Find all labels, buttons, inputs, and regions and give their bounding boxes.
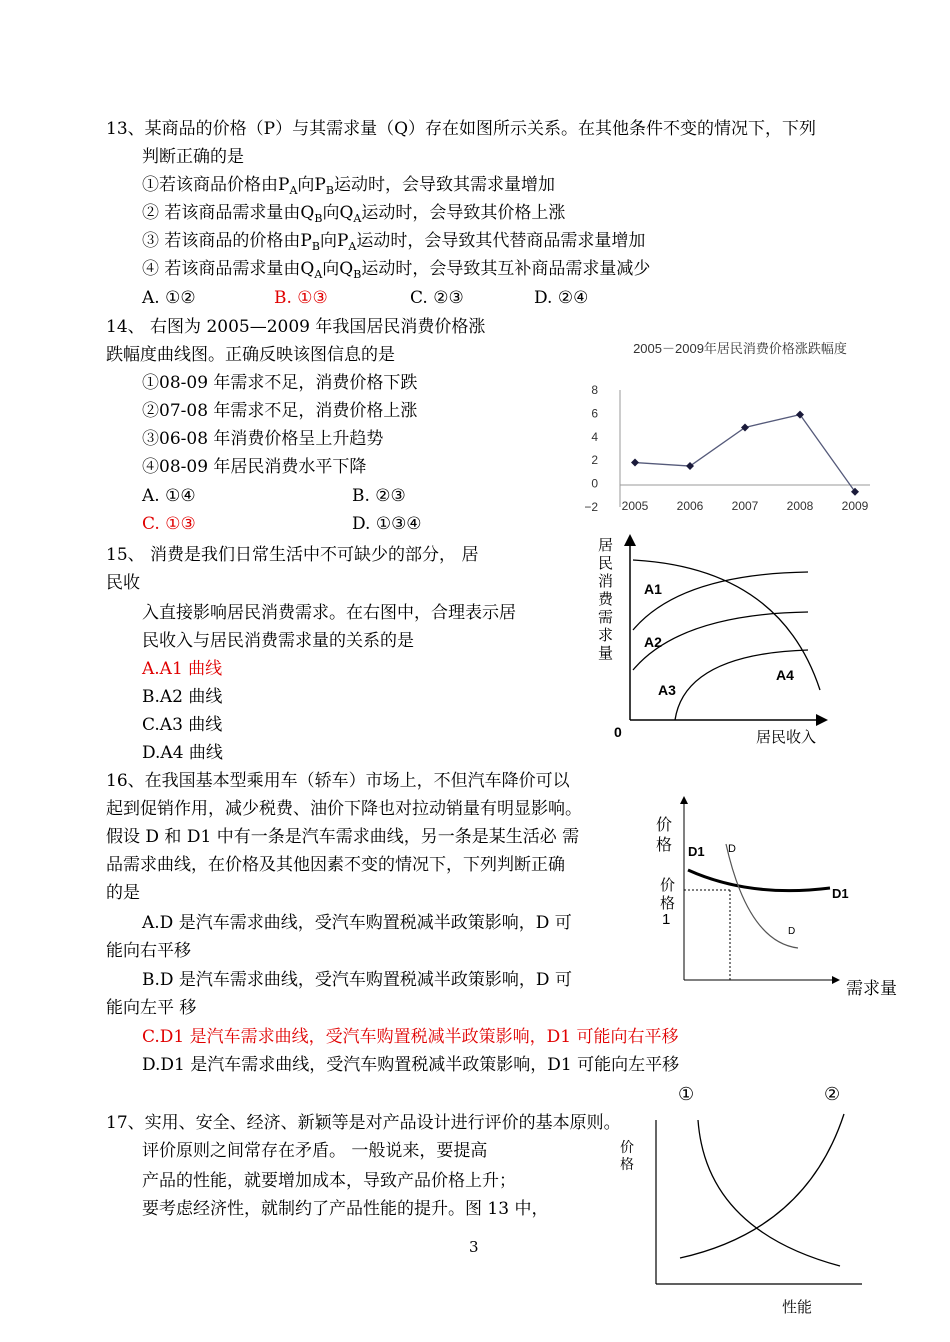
q14-stem-line2: 跌幅度曲线图。正确反映该图信息的是 <box>106 345 395 365</box>
fig15-y-label <box>598 537 614 662</box>
q14-stem-line1: 14、 右图为 2005—2009 年我国居民消费价格涨 <box>106 317 486 337</box>
fig16-y-label-2: 格 <box>656 837 673 854</box>
chart-y-tick-label: 8 <box>591 383 598 397</box>
svg-text:需: 需 <box>598 609 614 626</box>
q14-option-b: B. ②③ <box>352 486 406 506</box>
q15-stem-line2: 民收 <box>106 573 140 593</box>
q15-stem-line4: 民收入与居民消费需求量的关系的是 <box>142 631 414 651</box>
chart-x-tick-label: 2009 <box>841 499 869 513</box>
chart-y-tick-label: −2 <box>584 500 598 514</box>
chart-y-tick-label: 4 <box>591 429 598 444</box>
svg-text:居: 居 <box>598 537 614 554</box>
fig16-y-label-1: 价 <box>656 817 673 834</box>
chart-data-point <box>796 411 804 419</box>
fig15-x-label: 居民收入 <box>756 729 817 746</box>
q13-option-c: C. ②③ <box>410 288 464 308</box>
q13-option-b: B. ①③ <box>274 288 328 308</box>
q13-statement-2: ② 若该商品需求量由$Q_B$向$Q_A$运动时，会导致其价格上涨 <box>142 203 566 225</box>
q17-stem-line4: 要考虑经济性，就制约了产品性能的提升。图 13 中， <box>142 1199 549 1219</box>
chart-data-point <box>686 462 694 470</box>
fig15-origin: 0 <box>614 724 622 740</box>
chart-y-tick-label: 2 <box>591 453 598 468</box>
chart-y-tick-label: 0 <box>591 476 598 491</box>
q13-statement-4: ④ 若该商品需求量由$Q_A$向$Q_B$运动时，会导致其互补商品需求量减少 <box>142 259 651 281</box>
q13-statement-1: ①若该商品价格由$P_A$向$P_B$运动时，会导致其需求量增加 <box>142 175 555 197</box>
q14-statement-1: ①08-09 年需求不足，消费价格下跌 <box>142 373 418 393</box>
q17-stem-line1: 17、实用、安全、经济、新颖等是对产品设计进行评价的基本原则。 <box>106 1113 621 1133</box>
svg-text:消: 消 <box>598 573 614 590</box>
q15-option-b: B.A2 曲线 <box>142 687 223 707</box>
curve-1 <box>698 1120 840 1266</box>
chart-x-tick-label: 2005 <box>621 499 649 513</box>
q16-option-b-line2: 能向左平 移 <box>106 998 197 1018</box>
q14-option-d: D. ①③④ <box>352 514 422 534</box>
q14-statement-4: ④08-09 年居民消费水平下降 <box>142 457 367 477</box>
fig16-label-d-right: D <box>788 926 796 937</box>
label-a2: A2 <box>644 634 662 650</box>
q15-option-a: A.A1 曲线 <box>142 659 223 679</box>
fig16-label-d1: D1 <box>688 844 705 859</box>
svg-text:费: 费 <box>598 591 614 608</box>
q13-stem-line1: 13、某商品的价格（P）与其需求量（Q）存在如图所示关系。在其他条件不变的情况下，下列 <box>106 119 817 139</box>
fig16-label-d: D <box>728 843 736 855</box>
q17-stem-line3: 产品的性能，就要增加成本，导致产品价格上升； <box>142 1171 516 1191</box>
fig16-label-d1-right: D1 <box>832 886 849 901</box>
page-number: 3 <box>469 1238 479 1256</box>
fig17-curve2-label: ② <box>824 1084 841 1104</box>
curve-d1 <box>688 870 830 891</box>
fig17-y-label-2: 格 <box>620 1156 634 1172</box>
demand-curve-figure <box>640 792 910 1004</box>
q15-option-d: D.A4 曲线 <box>142 743 223 763</box>
fig16-price1-label-3: 1 <box>662 911 671 928</box>
q14-option-c: C. ①③ <box>142 514 196 534</box>
chart-data-point <box>631 459 639 467</box>
q13-statement-3: ③ 若该商品的价格由$P_B$向$P_A$运动时，会导致其代替商品需求量增加 <box>142 231 646 253</box>
fig16-x-label: 需求量 <box>846 979 897 998</box>
curve-a3 <box>675 650 808 720</box>
fig17-y-label-1: 价 <box>620 1139 634 1155</box>
q16-option-c: C.D1 是汽车需求曲线，受汽车购置税减半政策影响，D1 可能向右平移 <box>142 1027 679 1047</box>
q13-option-a: A. ①② <box>142 288 196 308</box>
income-demand-figure <box>590 532 840 750</box>
fig16-price1-label-2: 格 <box>660 895 676 912</box>
label-a4: A4 <box>776 667 794 683</box>
q16-option-a-line1: A.D 是汽车需求曲线，受汽车购置税减半政策影响，D 可 <box>142 913 572 933</box>
chart-data-point <box>851 488 859 496</box>
svg-text:量: 量 <box>598 645 614 662</box>
q14-option-a: A. ①④ <box>142 486 196 506</box>
label-a1: A1 <box>644 581 662 597</box>
svg-text:民: 民 <box>598 555 614 572</box>
q17-stem-line2: 评价原则之间常存在矛盾。 一般说来，要提高 <box>142 1141 488 1161</box>
q15-stem-line1: 15、 消费是我们日常生活中不可缺少的部分， 居 <box>106 545 479 565</box>
q16-option-d: D.D1 是汽车需求曲线，受汽车购置税减半政策影响，D1 可能向左平移 <box>142 1055 680 1075</box>
q13-stem-line2: 判断正确的是 <box>142 147 244 167</box>
cpi-line-chart <box>570 335 890 525</box>
q16-option-b-line1: B.D 是汽车需求曲线，受汽车购置税减半政策影响，D 可 <box>142 970 572 990</box>
chart-title: 2005－2009年居民消费价格涨跌幅度 <box>633 341 847 356</box>
q15-stem-line3: 入直接影响居民消费需求。在右图中，合理表示居 <box>142 603 516 623</box>
fig16-price1-label-1: 价 <box>660 877 676 894</box>
q16-option-a-line2: 能向右平移 <box>106 941 191 961</box>
q16-stem-line2: 起到促销作用，减少税费、油价下降也对拉动销量有明显影响。 <box>106 799 582 819</box>
q16-stem-line1: 16、在我国基本型乘用车（轿车）市场上，不但汽车降价可以 <box>106 771 570 791</box>
q16-stem-line4: 品需求曲线，在价格及其他因素不变的情况下，下列判断正确 <box>106 855 565 875</box>
svg-text:求: 求 <box>598 627 614 644</box>
q15-option-c: C.A3 曲线 <box>142 715 223 735</box>
fig17-curve1-label: ① <box>678 1084 695 1104</box>
chart-x-tick-label: 2007 <box>731 499 759 513</box>
q13-option-d: D. ②④ <box>534 288 589 308</box>
q16-stem-line3: 假设 D 和 D1 中有一条是汽车需求曲线，另一条是某生活必 需 <box>106 827 580 847</box>
chart-y-tick-label: 6 <box>591 406 598 421</box>
chart-x-tick-label: 2008 <box>786 499 814 513</box>
chart-data-point <box>741 423 749 431</box>
q16-stem-line5: 的是 <box>106 883 140 903</box>
q14-statement-3: ③06-08 年消费价格呈上升趋势 <box>142 429 384 449</box>
label-a3: A3 <box>658 682 676 698</box>
price-performance-figure <box>606 1080 874 1316</box>
fig17-x-label: 性能 <box>782 1299 813 1316</box>
curve-2 <box>680 1114 844 1258</box>
q14-statement-2: ②07-08 年需求不足，消费价格上涨 <box>142 401 418 421</box>
chart-x-tick-label: 2006 <box>676 499 704 513</box>
